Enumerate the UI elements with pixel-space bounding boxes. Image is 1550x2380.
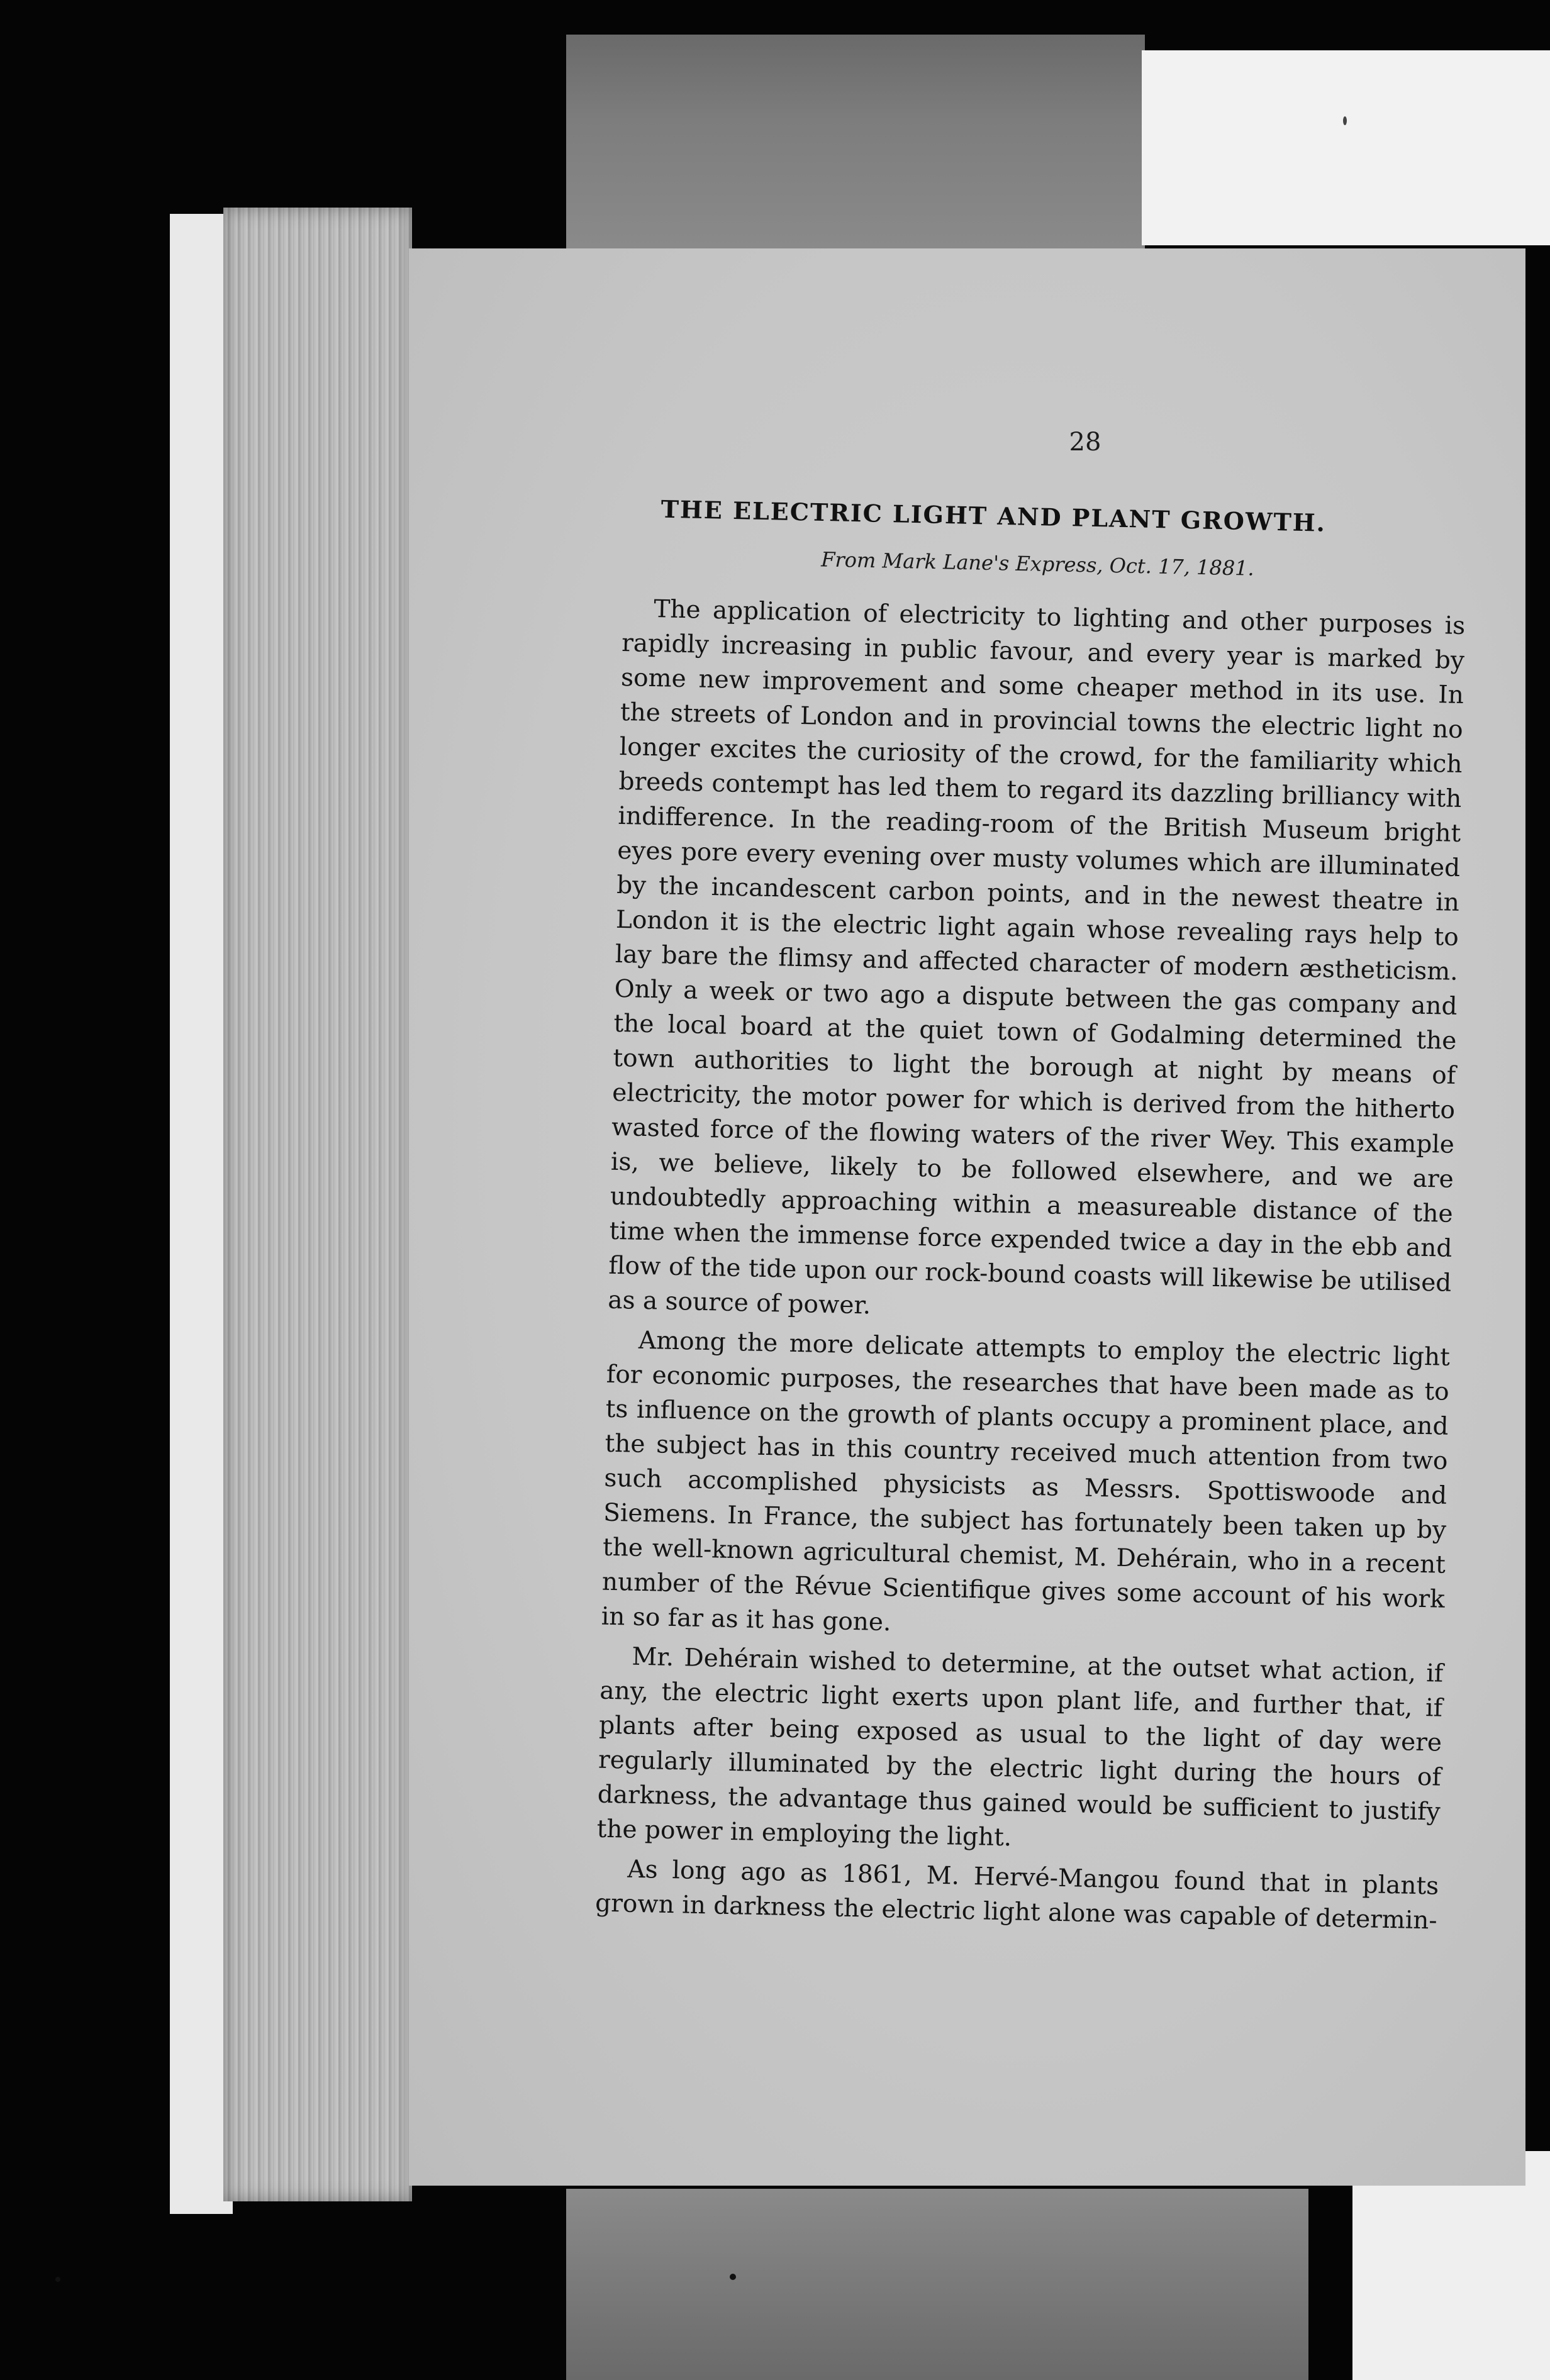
dust-speck	[55, 2277, 60, 2282]
scanner-band-top	[566, 35, 1145, 248]
dust-speck	[1343, 116, 1347, 125]
paragraph-4: As long ago as 1861, M. Hervé-Mangou found that in plants grown in darkness the electric light alone was capable of determin-	[594, 1855, 1439, 1935]
backing-sheet-top	[1142, 50, 1550, 245]
paragraph-2: Among the more delicate attempts to employ the electric light for economic purposes, the researches that have been made as to ts influence on the growth of plants occupy a prominent place, and the subject has in this country received much attention from two such accomplished physicists as Messrs. Spottiswoode and Siemens. In France, the subject has fortunately been taken up by the well-known agricultural chemist, M. Dehérain, who in a recent number of the Révue Scientifique gives some account of his work in so far as it has gone.	[601, 1326, 1451, 1637]
page-stack-edges	[223, 208, 412, 2201]
article-body	[595, 591, 1466, 1943]
page-number: 28	[1069, 428, 1101, 457]
article-title: THE ELECTRIC LIGHT AND PLANT GROWTH.	[661, 494, 1327, 537]
paragraph-3: Mr. Dehérain wished to determine, at the outset what action, if any, the electric light exerts upon plant life, and further that, if plants after being exposed as usual to the light of day were regularly illuminated by the electric light during the hours of darkness, the advantage thus gained would be sufficient to justify the power in employing the light.	[596, 1642, 1444, 1852]
book-page	[409, 248, 1525, 2186]
article-source: From Mark Lane's Express, Oct. 17, 1881.	[820, 547, 1255, 581]
scanner-band-bottom	[566, 2189, 1308, 2380]
paragraph-1: The application of electricity to lighting and other purposes is rapidly increasing in public favour, and every year is marked by some new improvement and some cheaper method in its use. In the streets of London and in provincial towns the electric light no longer excites the curiosity of the crowd, for the familiarity which breeds contempt has led them to regard its dazzling brilliancy with indifference. In the reading-room of the British Museum bright eyes pore every evening over musty volumes which are illuminated by the incandescent carbon points, and in the newest theatre in London it is the electric light again whose revealing rays help to lay bare the flimsy and affected character of modern æstheticism. Only a week or two ago a dispute between the gas company and the local board at the quiet town of Godalming determined the town authorities to light the borough at night by means of electricity, the motor power for which is derived from the hitherto wasted force of the flowing waters of the river Wey. This example is, we believe, likely to be followed elsewhere, and we are undoubtedly approaching within a measureable distance of the time when the immense force expended twice a day in the ebb and flow of the tide upon our rock-bound coasts will likewise be utilised as a source of power.	[607, 595, 1466, 1320]
dust-speck	[730, 2274, 736, 2280]
